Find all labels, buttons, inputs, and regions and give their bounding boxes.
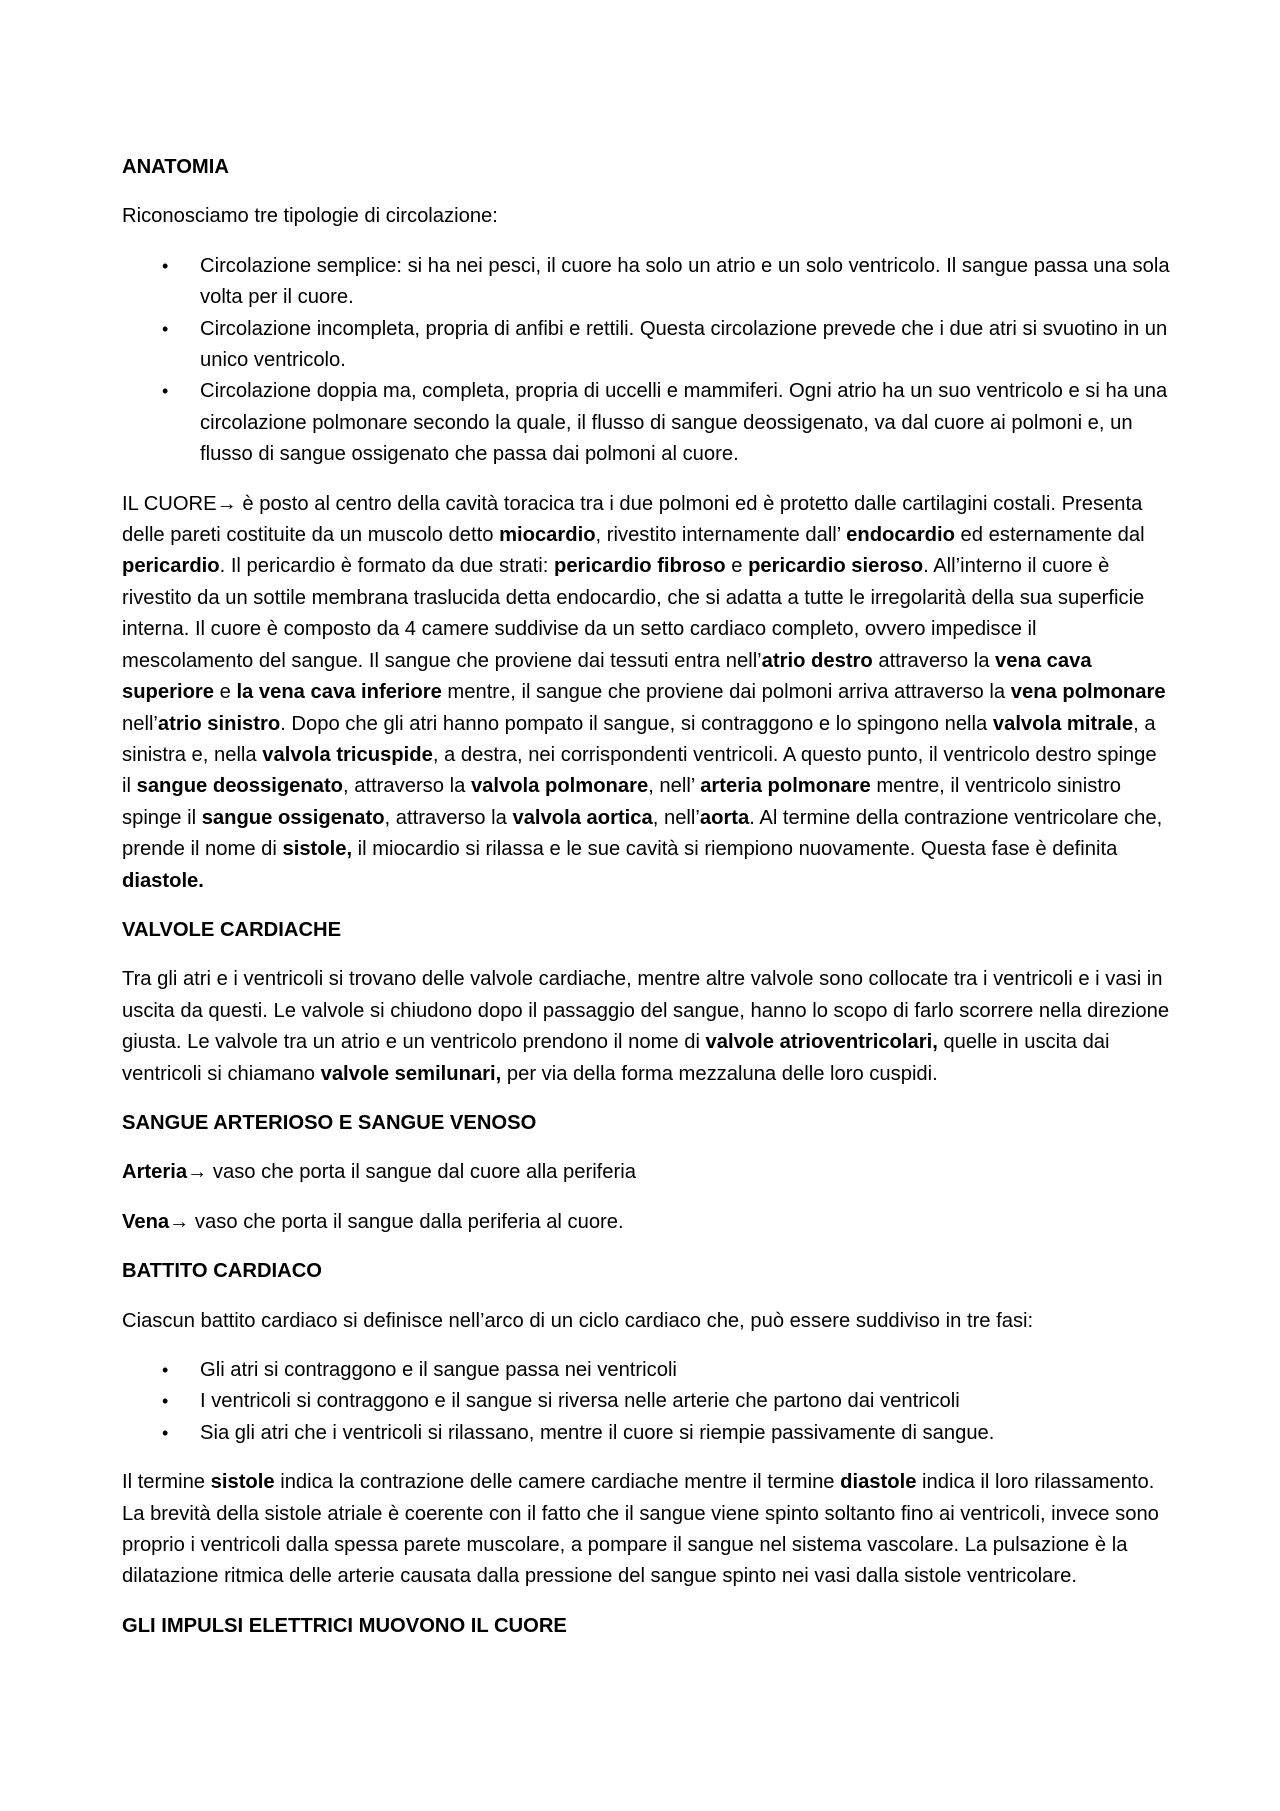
text-run: per via della forma mezzaluna delle loro cuspidi. bbox=[501, 1062, 938, 1085]
bold-term: vena polmonare bbox=[1010, 681, 1166, 704]
text-run: indica la contrazione delle camere cardiache mentre il termine bbox=[274, 1471, 841, 1494]
bold-term: atrio destro bbox=[761, 649, 873, 672]
paragraph bbox=[122, 964, 1170, 1090]
list-item bbox=[122, 1386, 1170, 1417]
text-run: , rivestito internamente dall’ bbox=[595, 524, 847, 547]
list-item bbox=[122, 1418, 1170, 1449]
text-run: . All’interno il cuore è rivestito da un sottile membrana traslucida detta endocardio, che si adatta a tutte le irregolarità della sua superficie interna. Il cuore è composto da 4 camere suddivise da un setto cardiaco completo, ovvero impedisce il mescolamento del sangue. Il sangue che proviene dai tessuti entra nell’ bbox=[122, 555, 1145, 672]
bold-term: endocardio bbox=[846, 524, 955, 547]
text-run: Ciascun battito cardiaco si definisce nell’arco di un ciclo cardiaco che, può essere suddiviso in tre fasi: bbox=[122, 1309, 1034, 1332]
bold-term: valvole atrioventricolari, bbox=[705, 1031, 938, 1054]
text-run: → vaso che porta il sangue dal cuore alla periferia bbox=[187, 1161, 636, 1184]
text-run: , attraverso la bbox=[343, 775, 471, 798]
text-run: , attraverso la bbox=[384, 806, 513, 829]
text-run: indica il loro rilassamento. La brevità della sistole atriale è coerente con il fatto che il sangue viene spinto soltanto fino ai ventricoli, invece sono proprio i ventricoli dalla spessa parete muscolare, a pompare il sangue nel sistema vascolare. La pulsazione è la dilatazione ritmica delle arterie causata dalla pressione del sangue spinto nei vasi dalla sistole ventricolare. bbox=[122, 1471, 1159, 1588]
bullet-icon: • bbox=[162, 255, 169, 276]
bold-term: valvola mitrale bbox=[992, 712, 1134, 735]
text-run: → vaso che porta il sangue dalla periferia al cuore. bbox=[169, 1210, 624, 1233]
bold-term: Arteria bbox=[122, 1161, 188, 1184]
bold-term: valvole semilunari, bbox=[320, 1062, 502, 1085]
bullet-icon: • bbox=[162, 318, 169, 339]
text-run: Circolazione doppia ma, completa, propria di uccelli e mammiferi. Ogni atrio ha un suo ventricolo e si ha una circolazione polmonare secondo la quale, il flusso di sangue deossigenato, va dal cuore ai polmoni e, un flusso di sangue ossigenato che passa dai polmoni al cuore. bbox=[200, 380, 1168, 466]
bold-term: diastole. bbox=[122, 869, 204, 892]
section-heading-sangue-arterioso-e-sangue-venoso: SANGUE ARTERIOSO E SANGUE VENOSO bbox=[122, 1111, 537, 1134]
text-run: I ventricoli si contraggono e il sangue si riversa nelle arterie che partono dai ventricoli bbox=[200, 1390, 960, 1413]
bold-term: vena cava superiore bbox=[122, 649, 1092, 704]
bold-term: aorta bbox=[699, 806, 750, 829]
bold-term: arteria polmonare bbox=[700, 775, 871, 798]
bold-term: miocardio bbox=[499, 524, 596, 547]
section-heading-gli-impulsi-elettrici-muovono-il-cuore: GLI IMPULSI ELETTRICI MUOVONO IL CUORE bbox=[122, 1614, 567, 1637]
text-run: Riconosciamo tre tipologie di circolazione: bbox=[122, 205, 498, 228]
text-run: e bbox=[214, 681, 237, 704]
text-run: nell’ bbox=[122, 712, 158, 735]
text-run: . Al termine della contrazione ventricolare che, prende il nome di bbox=[122, 806, 1163, 861]
bullet-icon: • bbox=[162, 381, 169, 402]
text-run: , nell’ bbox=[648, 775, 701, 798]
text-run: mentre, il sangue che proviene dai polmoni arriva attraverso la bbox=[441, 681, 1011, 704]
bold-term: diastole bbox=[840, 1471, 917, 1494]
list-item bbox=[122, 251, 1170, 314]
list-item bbox=[122, 376, 1170, 470]
paragraph bbox=[122, 1157, 1170, 1188]
text-run: mentre, il ventricolo sinistro spinge il bbox=[122, 775, 1121, 829]
text-run: Gli atri si contraggono e il sangue passa nei ventricoli bbox=[200, 1359, 677, 1381]
bullet-icon: • bbox=[162, 1422, 169, 1443]
text-run: Circolazione incompleta, propria di anfibi e rettili. Questa circolazione prevede che i due atri si svuotino in un unico ventricolo. bbox=[200, 317, 1168, 372]
text-run: . Dopo che gli atri hanno pompato il sangue, si contraggono e lo spingono nella bbox=[280, 712, 993, 735]
text-run: Il termine bbox=[122, 1471, 211, 1494]
bold-term: sangue deossigenato bbox=[136, 775, 344, 798]
list-item bbox=[122, 314, 1170, 377]
bold-term: sangue ossigenato bbox=[201, 806, 385, 829]
bold-term: pericardio sieroso bbox=[748, 555, 924, 578]
bold-term: valvola polmonare bbox=[470, 775, 649, 798]
paragraph bbox=[122, 1306, 1170, 1337]
text-run: . Il pericardio è formato da due strati: bbox=[219, 555, 554, 578]
paragraph bbox=[122, 489, 1170, 897]
text-run: il miocardio si rilassa e le sue cavità si riempiono nuovamente. Questa fase è definita bbox=[352, 838, 1118, 861]
document-body bbox=[122, 152, 1170, 1660]
bold-term: pericardio bbox=[122, 555, 220, 578]
bullet-icon: • bbox=[162, 1360, 169, 1380]
text-run: ed esternamente dal bbox=[954, 524, 1145, 547]
text-run: Circolazione semplice: si ha nei pesci, il cuore ha solo un atrio e un solo ventricolo. Il sangue passa una sola volta per il cuore. bbox=[200, 254, 1170, 309]
section-heading-battito-cardiaco: BATTITO CARDIACO bbox=[122, 1260, 322, 1283]
text-run: IL CUORE→ è posto al centro della cavità toracica tra i due polmoni ed è protetto dalle cartilagini costali. Presenta delle pareti costituite da un muscolo detto bbox=[122, 492, 1143, 547]
text-run: , a sinistra e, nella bbox=[122, 712, 1156, 766]
list-item bbox=[122, 1355, 1170, 1386]
text-run: Sia gli atri che i ventricoli si rilassano, mentre il cuore si riempie passivamente di sangue. bbox=[200, 1421, 995, 1444]
text-run: attraverso la bbox=[872, 649, 996, 672]
bold-term: valvola aortica bbox=[512, 806, 653, 829]
bold-term: sistole bbox=[210, 1471, 275, 1494]
bold-term: pericardio fibroso bbox=[554, 555, 726, 578]
paragraph bbox=[122, 1467, 1170, 1593]
text-run: , nell’ bbox=[652, 806, 700, 829]
paragraph bbox=[122, 201, 1170, 232]
bullet-list bbox=[122, 251, 1170, 471]
bullet-list bbox=[122, 1355, 1170, 1449]
bold-term: atrio sinistro bbox=[157, 712, 281, 735]
paragraph bbox=[122, 1207, 1170, 1238]
bold-term: valvola tricuspide bbox=[262, 743, 433, 766]
text-run: e bbox=[725, 555, 749, 578]
text-run: quelle in uscita dai ventricoli si chiamano bbox=[122, 1031, 1110, 1085]
text-run: Tra gli atri e i ventricoli si trovano delle valvole cardiache, mentre altre valvole sono collocate tra i ventricoli e i vasi in uscita da questi. Le valvole si chiudono dopo il passaggio del sangue, hanno lo scopo di farlo scorrere nella direzione giusta. Le valvole tra un atrio e un ventricolo prendono il nome di bbox=[122, 968, 1170, 1054]
bold-term: la vena cava inferiore bbox=[236, 681, 442, 704]
bold-term: sistole, bbox=[282, 838, 353, 861]
bullet-icon: • bbox=[162, 1391, 169, 1412]
text-run: , a destra, nei corrispondenti ventricoli. A questo punto, il ventricolo destro spinge il bbox=[122, 743, 1157, 798]
section-heading-anatomia: ANATOMIA bbox=[122, 156, 229, 178]
section-heading-valvole-cardiache: VALVOLE CARDIACHE bbox=[122, 918, 342, 941]
bold-term: Vena bbox=[122, 1210, 170, 1233]
